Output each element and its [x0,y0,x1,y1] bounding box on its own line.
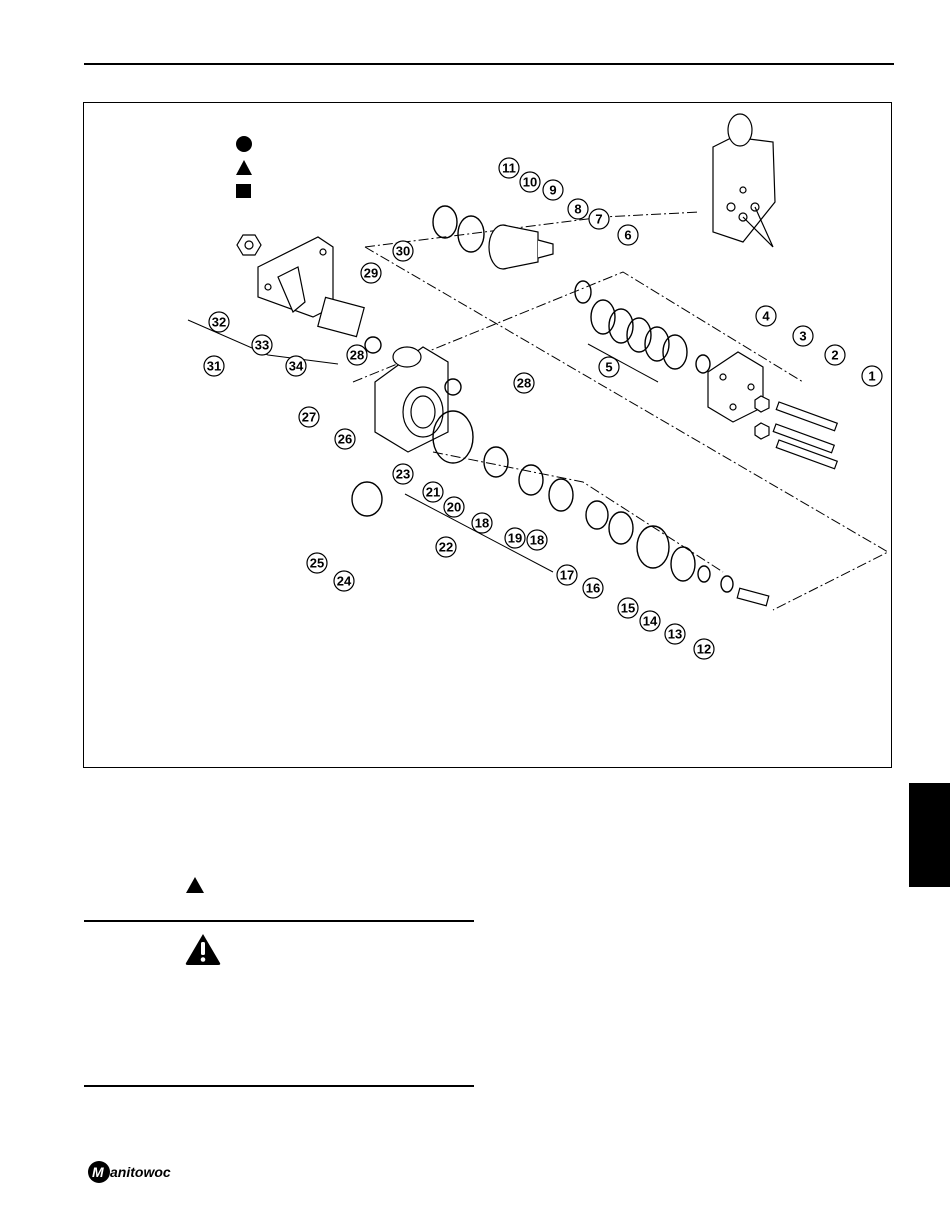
callout-26 [335,429,355,449]
callout-label: 6 [624,227,632,243]
warning-top-rule [84,920,474,922]
callout-label: 20 [446,499,462,515]
callout-label: 29 [363,265,379,281]
callout-label: 28 [516,375,532,391]
legend [236,136,252,198]
callout-label: 5 [605,359,613,375]
callout-label: 2 [831,347,839,363]
manitowoc-logo [86,1158,186,1186]
callout-16 [583,578,603,598]
callout-17 [557,565,577,585]
callout-label: 9 [549,182,557,198]
callout-label: 1 [868,368,876,384]
callout-4 [756,306,776,326]
callout-7 [589,209,609,229]
callout-label: 33 [254,337,270,353]
callout-label: 34 [288,358,304,374]
callout-label: 10 [522,174,538,190]
callout-label: 32 [211,314,227,330]
callout-13 [665,624,685,644]
callout-34 [286,356,306,376]
callout-12 [694,639,714,659]
callout-label: 4 [762,308,770,324]
callout-20 [444,497,464,517]
callout-1 [862,366,882,386]
callout-label: 28 [349,347,365,363]
callout-11 [499,158,519,178]
callout-21 [423,482,443,502]
warning-icon [184,932,222,966]
callout-label: 14 [642,613,658,629]
callout-3 [793,326,813,346]
callout-5 [599,357,619,377]
callout-label: 27 [301,409,317,425]
header-rule [84,63,894,65]
callout-10 [520,172,540,192]
callout-22 [436,537,456,557]
callout-label: 23 [395,466,411,482]
callout-15 [618,598,638,618]
callout-32 [209,312,229,332]
callout-label: 3 [799,328,807,344]
callout-label: 30 [395,243,411,259]
callout-9 [543,180,563,200]
callout-29 [361,263,381,283]
callout-label: 18 [529,532,545,548]
legend-triangle-symbol [186,877,204,893]
callout-label: 24 [336,573,352,589]
logo-text: anitowoc [110,1164,171,1180]
warning-bottom-rule [84,1085,474,1087]
callout-label: 8 [574,201,582,217]
callout-label: 25 [309,555,325,571]
section-tab [909,783,950,887]
callout-30 [393,241,413,261]
callout-2 [825,345,845,365]
callout-25 [307,553,327,573]
callout-27 [299,407,319,427]
callout-label: 19 [507,530,523,546]
callout-6 [618,225,638,245]
callout-24 [334,571,354,591]
callout-14 [640,611,660,631]
callout-label: 13 [667,626,683,642]
callout-18 [527,530,547,550]
callout-label: 18 [474,515,490,531]
callout-31 [204,356,224,376]
callout-label: 15 [620,600,636,616]
callout-label: 11 [502,160,516,176]
exploded-parts-diagram [83,102,892,768]
callout-28 [347,345,367,365]
callout-label: 31 [206,358,222,374]
callout-label: 17 [559,567,575,583]
callout-33 [252,335,272,355]
callout-label: 16 [585,580,601,596]
callout-label: 7 [595,211,603,227]
callout-18 [472,513,492,533]
callout-8 [568,199,588,219]
callout-label: 22 [438,539,454,555]
logo-initial: M [92,1164,104,1180]
callout-28 [514,373,534,393]
callout-label: 21 [425,484,441,500]
mounting-bracket [258,237,364,337]
callout-label: 26 [337,431,353,447]
callout-label: 12 [696,641,712,657]
callout-19 [505,528,525,548]
callout-23 [393,464,413,484]
